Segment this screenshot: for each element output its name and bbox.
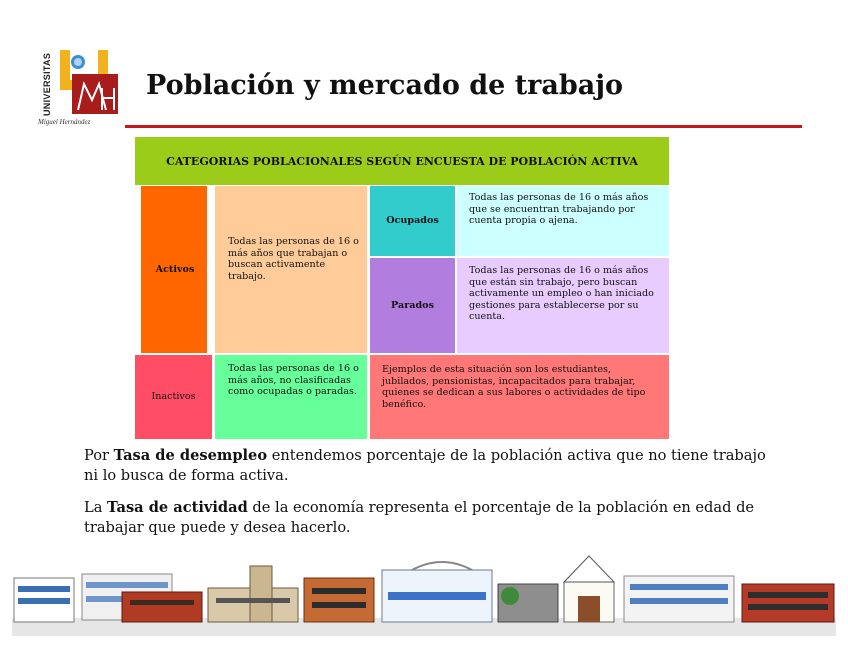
- actividad-definition: de la economía representa el porcentaje de la población en edad de trabajar que puede y desea hacerlo.: [84, 499, 755, 536]
- building-5-icon: [304, 578, 374, 622]
- desempleo-paragraph: [84, 446, 784, 486]
- title-divider: [125, 125, 802, 128]
- page-title: Población y mercado de trabajo: [146, 70, 624, 101]
- desempleo-term: Tasa de desempleo: [113, 447, 268, 464]
- campus-buildings-banner: [12, 548, 836, 636]
- logo-vertical-text: UNIVERSITAS: [42, 52, 52, 116]
- building-3-icon: [122, 592, 202, 622]
- activos-label: Activos: [138, 186, 212, 353]
- building-6-icon: [382, 562, 492, 622]
- activos-left-strip: [135, 186, 141, 353]
- activos-description: Todas las personas de 16 o más años que trabajan o buscan activamente trabajo.: [215, 186, 367, 353]
- desempleo-pre: Por: [84, 447, 114, 464]
- population-categories-table: [135, 137, 669, 439]
- inactivos-description: Todas las personas de 16 o más años, no clasificadas como ocupadas o paradas.: [215, 355, 367, 439]
- activos-right-strip: [207, 186, 215, 353]
- table-header: CATEGORIAS POBLACIONALES SEGÚN ENCUESTA DE POBLACIÓN ACTIVA: [135, 137, 669, 185]
- ocupados-description: Todas las personas de 16 o más años que se encuentran trabajando por cuenta propia o ajena.: [457, 186, 669, 256]
- building-4-icon: [208, 566, 298, 622]
- building-1-icon: [14, 578, 74, 622]
- parados-description: Todas las personas de 16 o más años que están sin trabajo, pero buscan activamente un empleo o han iniciado gestiones para establecerse por su cuenta.: [457, 258, 669, 353]
- desempleo-definition: entendemos porcentaje de la población activa que no tiene trabajo ni lo busca de forma activa.: [84, 447, 766, 484]
- ocupados-label: Ocupados: [370, 186, 455, 256]
- university-emblem-icon: [36, 44, 122, 118]
- inactivos-label: Inactivos: [135, 355, 212, 439]
- actividad-term: Tasa de actividad: [107, 499, 248, 516]
- logo-caption: Miguel Hernández: [38, 118, 91, 126]
- parados-label: Parados: [370, 258, 455, 353]
- building-8-icon: [564, 556, 614, 622]
- actividad-paragraph: [84, 498, 784, 538]
- actividad-pre: La: [84, 499, 108, 516]
- university-logo: [36, 44, 122, 128]
- building-9-icon: [624, 576, 734, 622]
- building-7-icon: [498, 584, 558, 622]
- building-10-icon: [742, 584, 834, 622]
- inactivos-examples: Ejemplos de esta situación son los estudiantes, jubilados, pensionistas, incapacitados para trabajar, quienes se dedican a sus labores o actividades de tipo benéfico.: [370, 355, 669, 439]
